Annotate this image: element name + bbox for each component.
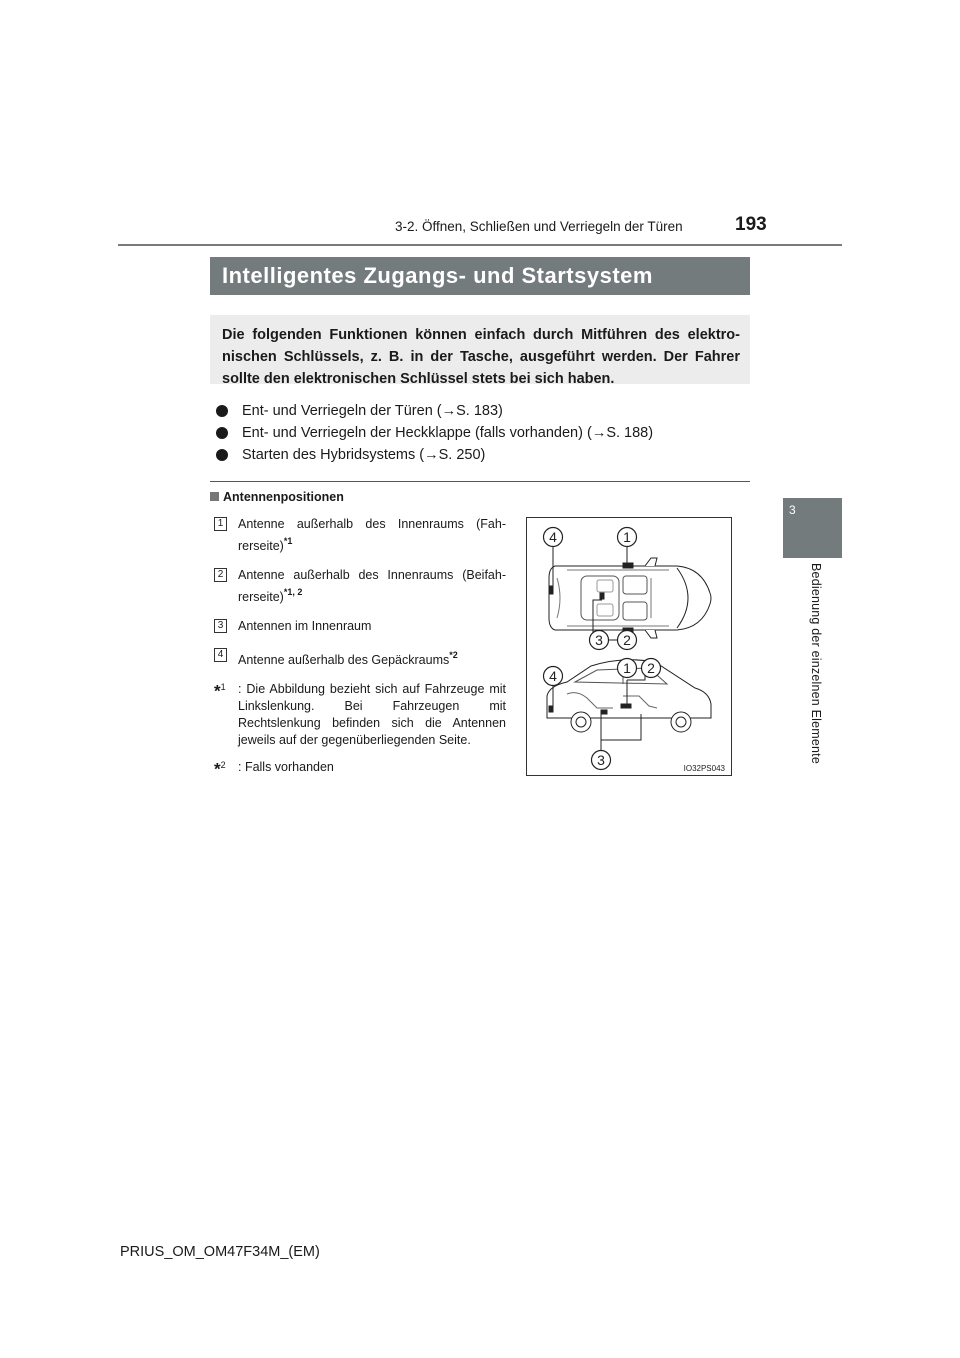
subsection-heading bbox=[210, 490, 344, 504]
section-title: Intelligentes Zugangs- und Startsystem bbox=[210, 257, 750, 295]
legend-item bbox=[214, 618, 506, 635]
footnote bbox=[214, 759, 506, 779]
arrow-icon: → bbox=[424, 447, 439, 463]
bullet-text: Ent- und Verriegeln der Heckklappe (falls vorhanden) ( bbox=[242, 425, 592, 441]
callout-label: 4 bbox=[549, 529, 557, 545]
footnote-text: : Die Abbildung bezieht sich auf Fahrzeuge mit Linkslenkung. Bei Fahrzeugen mit Rechtslenkung befinden sich die Antennen jeweils auf der gegenüberliegenden Seite. bbox=[238, 682, 506, 747]
footnote bbox=[214, 681, 506, 749]
callout-label: 4 bbox=[549, 668, 557, 684]
callout-label: 1 bbox=[623, 660, 631, 676]
bullet-icon bbox=[216, 405, 228, 417]
footnote-mark bbox=[284, 535, 293, 554]
callout-label: 3 bbox=[597, 752, 605, 768]
callout-label: 3 bbox=[595, 632, 603, 648]
footnote-ref: *1 bbox=[283, 536, 293, 546]
page-reference-link[interactable]: S. 188) bbox=[606, 425, 654, 441]
callout-label: 2 bbox=[647, 660, 655, 676]
footnote-mark bbox=[214, 757, 226, 778]
bullet-text: Ent- und Verriegeln der Türen ( bbox=[242, 403, 442, 419]
section-divider bbox=[210, 481, 750, 482]
legend-text: Antenne außerhalb des Gepäckraums bbox=[238, 653, 450, 667]
chapter-tab-number: 3 bbox=[789, 503, 796, 517]
list-item bbox=[214, 400, 754, 422]
document-code: PRIUS_OM_OM47F34M_(EM) bbox=[120, 1244, 320, 1260]
legend-text: Antennen im Innenraum bbox=[238, 619, 372, 633]
antenna-diagram-svg bbox=[527, 518, 731, 775]
legend-item bbox=[214, 647, 506, 669]
footnote-star: * bbox=[214, 681, 221, 701]
legend-text: Antenne außerhalb des Innenraums (Beifah-rerseite) bbox=[238, 568, 506, 604]
figure-code: IO32PS043 bbox=[683, 764, 725, 773]
intro-box: Die folgenden Funktionen können einfach durch Mitführen des elektro-nischen Schlüssels, z. B. in der Tasche, ausgeführt werden. Der Fahrer sollte den elektronischen Schlüssel stets bei sich haben. bbox=[210, 315, 750, 384]
bullet-icon bbox=[216, 449, 228, 461]
legend-item bbox=[214, 567, 506, 606]
arrow-icon: → bbox=[441, 403, 457, 419]
header-rule bbox=[118, 244, 842, 246]
list-item bbox=[214, 422, 754, 444]
chapter-title: 3-2. Öffnen, Schließen und Verriegeln der Türen bbox=[395, 219, 683, 234]
callout-number: 4 bbox=[214, 648, 227, 662]
footnote-ref: *2 bbox=[449, 650, 458, 660]
antenna-diagram bbox=[526, 517, 732, 776]
footnote-star: * bbox=[214, 759, 221, 779]
footnote-mark bbox=[449, 649, 458, 668]
legend-text: Antenne außerhalb des Innenraums (Fah-rerseite) bbox=[238, 517, 506, 553]
callout-label: 2 bbox=[623, 632, 631, 648]
square-bullet-icon bbox=[210, 492, 219, 501]
callout-number: 1 bbox=[214, 517, 227, 531]
page-reference-link[interactable]: S. 250) bbox=[438, 447, 486, 463]
subsection-heading-text: Antennenpositionen bbox=[223, 490, 344, 504]
arrow-icon: → bbox=[591, 425, 607, 441]
callout-number: 2 bbox=[214, 568, 227, 582]
footnote-mark bbox=[214, 679, 226, 700]
callout-number: 3 bbox=[214, 619, 227, 633]
chapter-tab bbox=[783, 498, 842, 558]
footnote-ref: *1, 2 bbox=[283, 587, 303, 597]
antenna-legend bbox=[214, 516, 506, 786]
page-reference-link[interactable]: S. 183) bbox=[456, 403, 503, 419]
feature-list bbox=[214, 400, 754, 466]
bullet-icon bbox=[216, 427, 228, 439]
footnote-number: 1 bbox=[220, 682, 226, 692]
legend-item bbox=[214, 516, 506, 555]
chapter-side-label: Bedienung der einzelnen Elemente bbox=[809, 563, 823, 764]
car-top-view bbox=[549, 558, 711, 638]
callout-label: 1 bbox=[623, 529, 631, 545]
footnote-text: : Falls vorhanden bbox=[238, 760, 334, 774]
list-item bbox=[214, 444, 754, 466]
footnote-mark bbox=[284, 586, 303, 605]
bullet-text: Starten des Hybridsystems ( bbox=[242, 447, 425, 463]
footnote-number: 2 bbox=[220, 760, 226, 770]
page-number: 193 bbox=[735, 214, 767, 235]
